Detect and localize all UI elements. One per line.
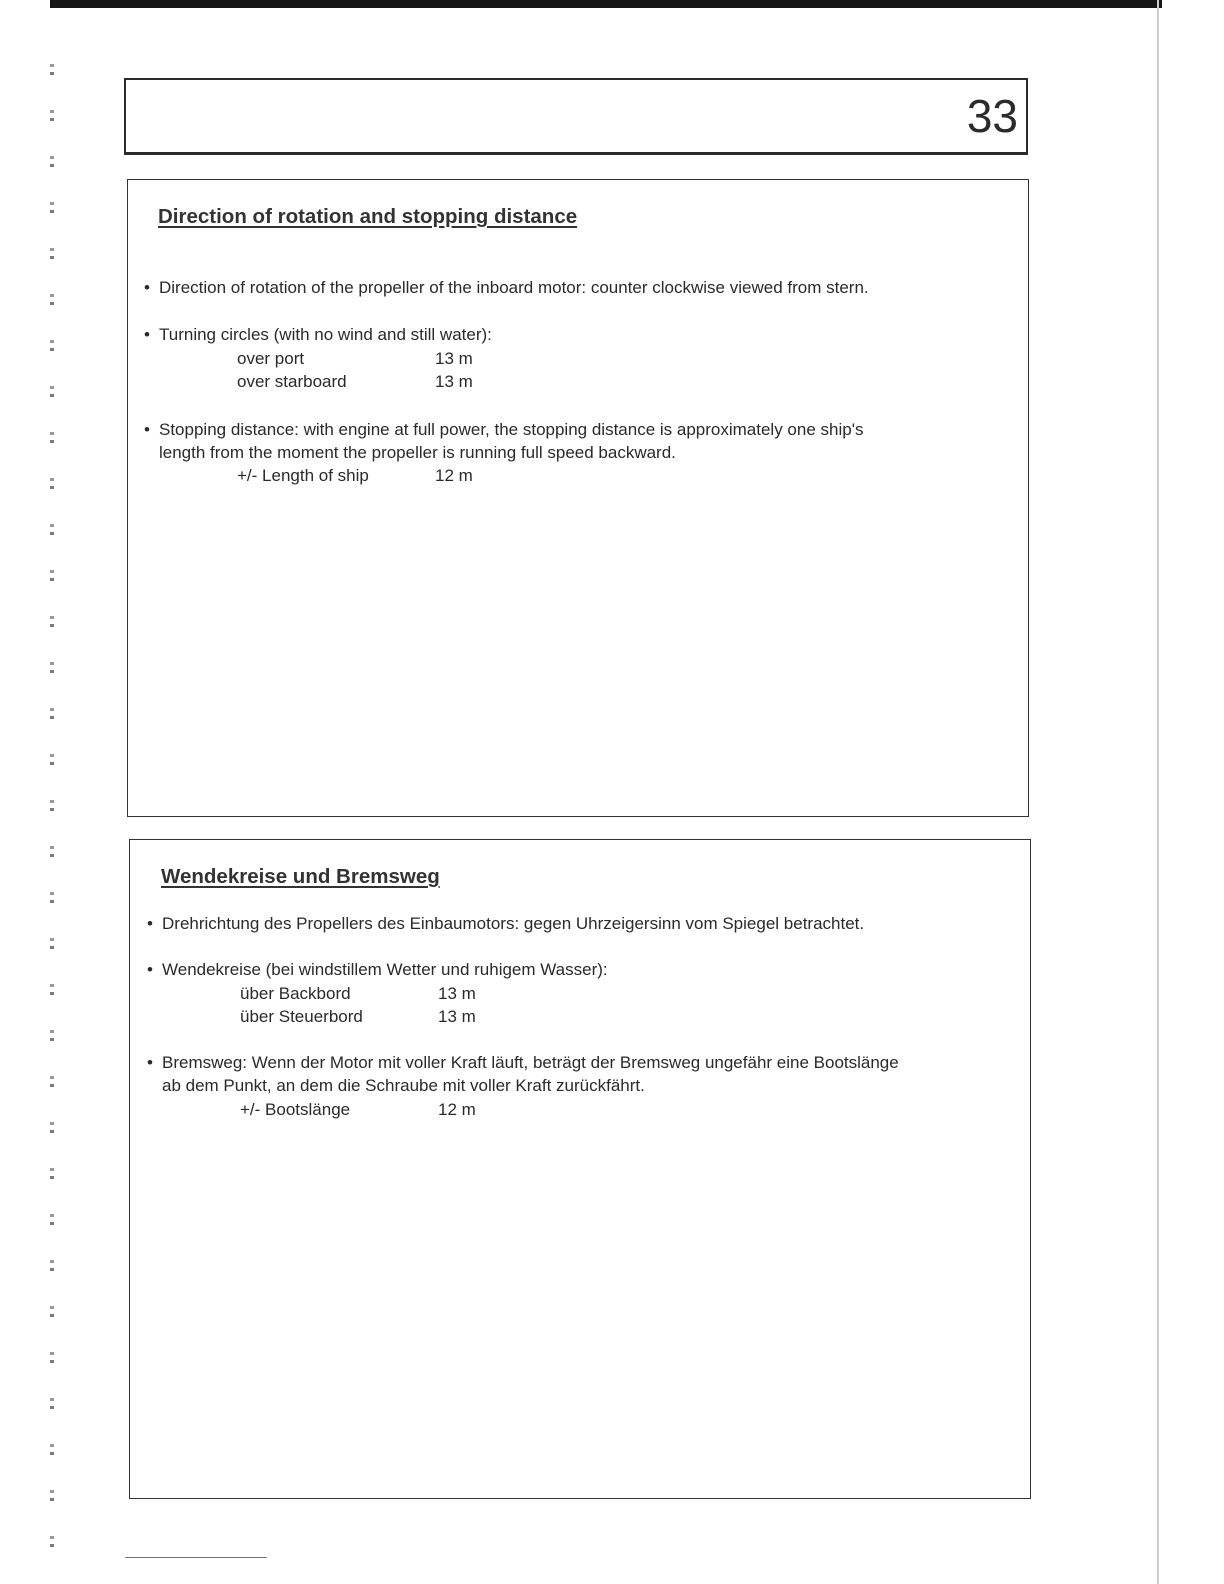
bullet: • [144,325,150,344]
turning-row-starboard [237,370,473,394]
turning-row-backbord [240,982,476,1006]
turning-circles-paragraph [144,323,492,347]
turning-row-value: 13 m [435,372,473,391]
rotation-paragraph [144,276,869,300]
length-row-label: +/- Length of ship [237,466,369,485]
turning-row-value: 13 m [435,349,473,368]
section-heading-english: Direction of rotation and stopping distance [158,205,578,228]
turning-circles-intro: Turning circles (with no wind and still water): [159,325,492,344]
bullet: • [147,914,153,933]
stopping-line-1: Stopping distance: with engine at full power, the stopping distance is approximately one ship's [159,420,864,439]
length-row-value: 12 m [435,466,473,485]
stopping-distance-continuation [162,1074,645,1098]
english-section [127,179,1029,817]
scan-top-edge [50,0,1162,8]
turning-row-value: 13 m [438,1007,476,1026]
bullet: • [144,420,150,439]
rotation-text: Direction of rotation of the propeller of the inboard motor: counter clockwise viewed from stern. [159,278,869,297]
bullet: • [147,1053,153,1072]
page-number: 33 [966,90,1018,142]
section-heading-german: Wendekreise und Bremsweg [161,865,440,888]
stopping-distance-paragraph [147,1051,899,1075]
turning-row-label: over port [237,349,305,368]
turning-row-label: über Backbord [240,984,351,1003]
rotation-paragraph [147,912,865,936]
stopping-distance-paragraph [144,418,864,442]
turning-row-steuerbord [240,1005,476,1029]
stopping-line-2: length from the moment the propeller is running full speed backward. [159,443,676,462]
length-row [240,1098,476,1122]
turning-row-label: over starboard [237,372,347,391]
bullet: • [147,960,153,979]
length-row [237,464,473,488]
stopping-line-1: Bremsweg: Wenn der Motor mit voller Kraft läuft, beträgt der Bremsweg ungefähr eine Bootslänge [162,1053,899,1072]
length-row-label: +/- Bootslänge [240,1100,351,1119]
turning-circles-intro: Wendekreise (bei windstillem Wetter und ruhigem Wasser): [162,960,608,979]
stopping-line-2: ab dem Punkt, an dem die Schraube mit voller Kraft zurückfährt. [162,1076,645,1095]
turning-row-label: über Steuerbord [240,1007,363,1026]
stopping-distance-continuation [159,441,676,465]
turning-row-value: 13 m [438,984,476,1003]
footer-rule [125,1557,267,1558]
rotation-text: Drehrichtung des Propellers des Einbaumotors: gegen Uhrzeigersinn vom Spiegel betrachtet. [162,914,865,933]
scan-right-edge [1157,0,1159,1584]
length-row-value: 12 m [438,1100,476,1119]
binding-holes [48,50,60,1570]
turning-row-port [237,347,473,371]
german-section [129,839,1031,1499]
bullet: • [144,278,150,297]
turning-circles-paragraph [147,958,608,982]
page-header-box [124,78,1028,155]
